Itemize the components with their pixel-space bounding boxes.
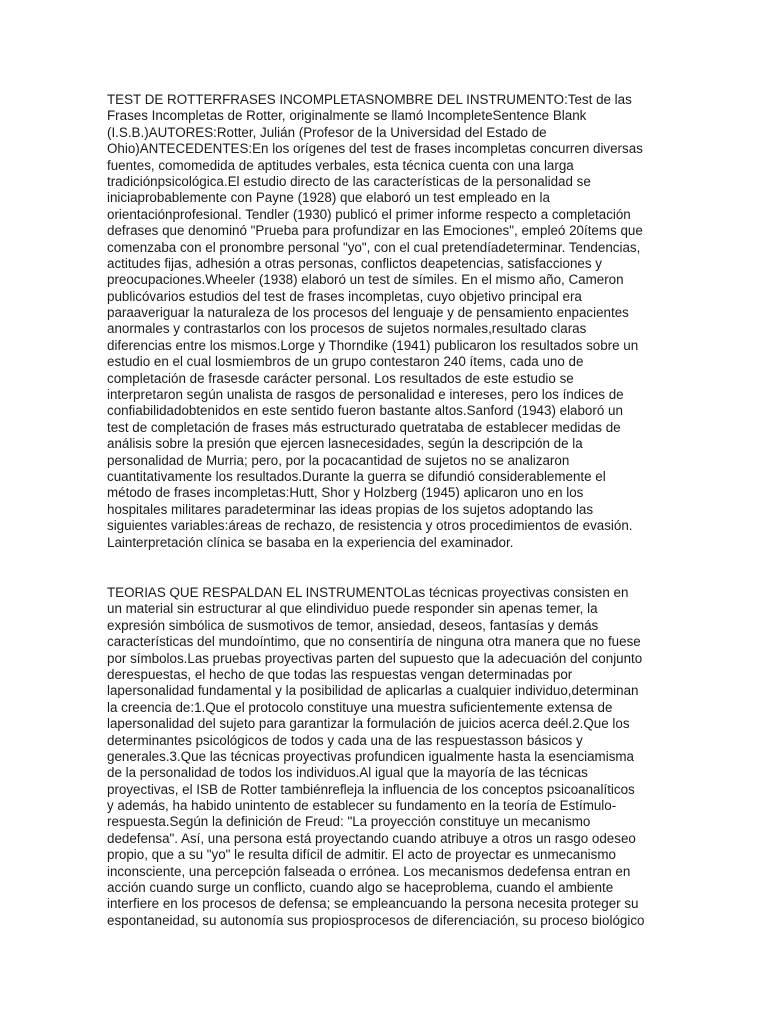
text-line: expresión simbólica de susmotivos de temor, ansiedad, deseos, fantasías y demás — [107, 617, 599, 633]
text-line: iniciaprobablemente con Payne (1928) que elaboró un test empleado en la — [107, 190, 550, 206]
text-line: y además, ha habido unintento de establecer su fundamento en la teoría de Estímulo- — [107, 798, 617, 814]
paragraph-teorias — [107, 585, 663, 929]
text-line: orientaciónprofesional. Tendler (1930) publicó el primer informe respecto a completación — [107, 206, 631, 222]
text-line: análisis sobre la presión que ejercen lasnecesidades, según la descripción de la — [107, 436, 583, 452]
text-line: defrases que denominó "Prueba para profundizar en las Emociones", empleó 20ítems que — [107, 223, 643, 239]
text-line: características del mundoíntimo, que no consentiría de ninguna otra manera que no fuese — [107, 634, 641, 650]
text-line: TEORIAS QUE RESPALDAN EL INSTRUMENTOLas técnicas proyectivas consisten en — [107, 585, 629, 600]
text-line: derespuestas, el hecho de que todas las respuestas vengan determinadas por — [107, 666, 573, 682]
text-line: respuesta.Según la definición de Freud: "La proyección constituye un mecanismo — [107, 814, 591, 830]
text-line: espontaneidad, su autonomía sus propiosprocesos de diferenciación, su proceso biológico — [107, 912, 645, 928]
text-line: lapersonalidad fundamental y la posibilidad de aplicarlas a cualquier individuo,determinan — [107, 683, 639, 699]
text-line: Lainterpretación clínica se basaba en la experiencia del examinador. — [107, 534, 514, 550]
text-line: propio, que a su "yo" le resulta difícil de admitir. El acto de proyectar es unmecanismo — [107, 847, 616, 863]
text-line: diferencias entre los mismos.Lorge y Thorndike (1941) publicaron los resultados sobre un — [107, 337, 639, 353]
text-line: inconsciente, una percepción falseada o errónea. Los mecanismos dedefensa entran en — [107, 863, 631, 879]
text-line: Ohio)ANTECEDENTES:En los orígenes del test de frases incompletas concurren diversas — [107, 141, 643, 157]
text-line: dedefensa". Así, una persona está proyectando cuando atribuye a otros un rasgo odeseo — [107, 830, 636, 846]
text-line: paraaveriguar la naturaleza de los procesos del lenguaje y de pensamiento enpacientes — [107, 305, 629, 321]
text-line: confiabilidadobtenidos en este sentido fueron bastante altos.Sanford (1943) elaboró un — [107, 403, 623, 419]
text-line: comenzaba con el pronombre personal "yo", con el cual pretendíadeterminar. Tendencias, — [107, 239, 641, 255]
text-line: generales.3.Que las técnicas proyectivas profundicen igualmente hasta la esenciamisma — [107, 748, 634, 764]
text-line: un material sin estructurar al que elindividuo puede responder sin apenas temer, la — [107, 601, 598, 617]
text-line: proyectivas, el ISB de Rotter tambiénrefleja la influencia de los conceptos psicoanalíticos — [107, 781, 635, 797]
text-line: estudio en el cual losmiembros de un grupo contestaron 240 ítems, cada uno de — [107, 354, 584, 370]
text-line: acción cuando surge un conflicto, cuando algo se haceproblema, cuando el ambiente — [107, 880, 614, 896]
text-line: fuentes, comomedida de aptitudes verbales, esta técnica cuenta con una larga — [107, 157, 574, 173]
text-line: cuantitativamente los resultados.Durante la guerra se difundió considerablemente el — [107, 468, 606, 484]
text-line: TEST DE ROTTERFRASES INCOMPLETASNOMBRE DEL INSTRUMENTO:Test de las — [107, 92, 632, 107]
text-line: preocupaciones.Wheeler (1938) elaboró un test de símiles. En el mismo año, Cameron — [107, 272, 624, 288]
text-line: Frases Incompletas de Rotter, originalmente se llamó IncompleteSentence Blank — [107, 108, 587, 124]
text-line: completación de frasesde carácter personal. Los resultados de este estudio se — [107, 370, 574, 386]
text-line: de la personalidad de todos los individuos.Al igual que la mayoría de las técnicas — [107, 765, 588, 781]
text-line: interpretaron según unalista de rasgos de personalidad e intereses, pero los índices de — [107, 387, 624, 403]
text-line: test de completación de frases más estructurado quetrataba de establecer medidas de — [107, 419, 621, 435]
text-line: publicóvarios estudios del test de frases incompletas, cuyo objetivo principal era — [107, 288, 582, 304]
text-line: anormales y contrastarlos con los procesos de sujetos normales,resultado claras — [107, 321, 587, 337]
text-line: personalidad de Murria; pero, por la pocacantidad de sujetos no se analizaron — [107, 452, 570, 468]
text-line: (I.S.B.)AUTORES:Rotter, Julián (Profesor de la Universidad del Estado de — [107, 124, 547, 140]
text-line: actitudes fijas, adhesión a otras personas, conflictos deapetencias, satisfacciones y — [107, 255, 602, 271]
text-line: siguientes variables:áreas de rechazo, de resistencia y otros procedimientos de evasión. — [107, 518, 633, 534]
text-line: lapersonalidad del sujeto para garantizar la formulación de juicios acerca deél.2.Que los — [107, 716, 630, 732]
text-line: método de frases incompletas:Hutt, Shor y Holzberg (1945) aplicaron uno en los — [107, 485, 584, 501]
text-line: determinantes psicológicos de todos y cada una de las respuestasson básicos y — [107, 732, 583, 748]
text-line: interfiere en los procesos de defensa; se empleancuando la persona necesita proteger su — [107, 896, 639, 912]
text-line: hospitales militares paradeterminar las ideas propias de los sujetos adoptando las — [107, 501, 594, 517]
text-line: la creencia de:1.Que el protocolo constituye una muestra suficientemente extensa de — [107, 699, 613, 715]
text-line: tradiciónpsicológica.El estudio directo de las características de la personalidad se — [107, 173, 591, 189]
paragraph-antecedentes — [107, 92, 663, 551]
text-line: por símbolos.Las pruebas proyectivas parten del supuesto que la adecuación del conjunto — [107, 650, 643, 666]
